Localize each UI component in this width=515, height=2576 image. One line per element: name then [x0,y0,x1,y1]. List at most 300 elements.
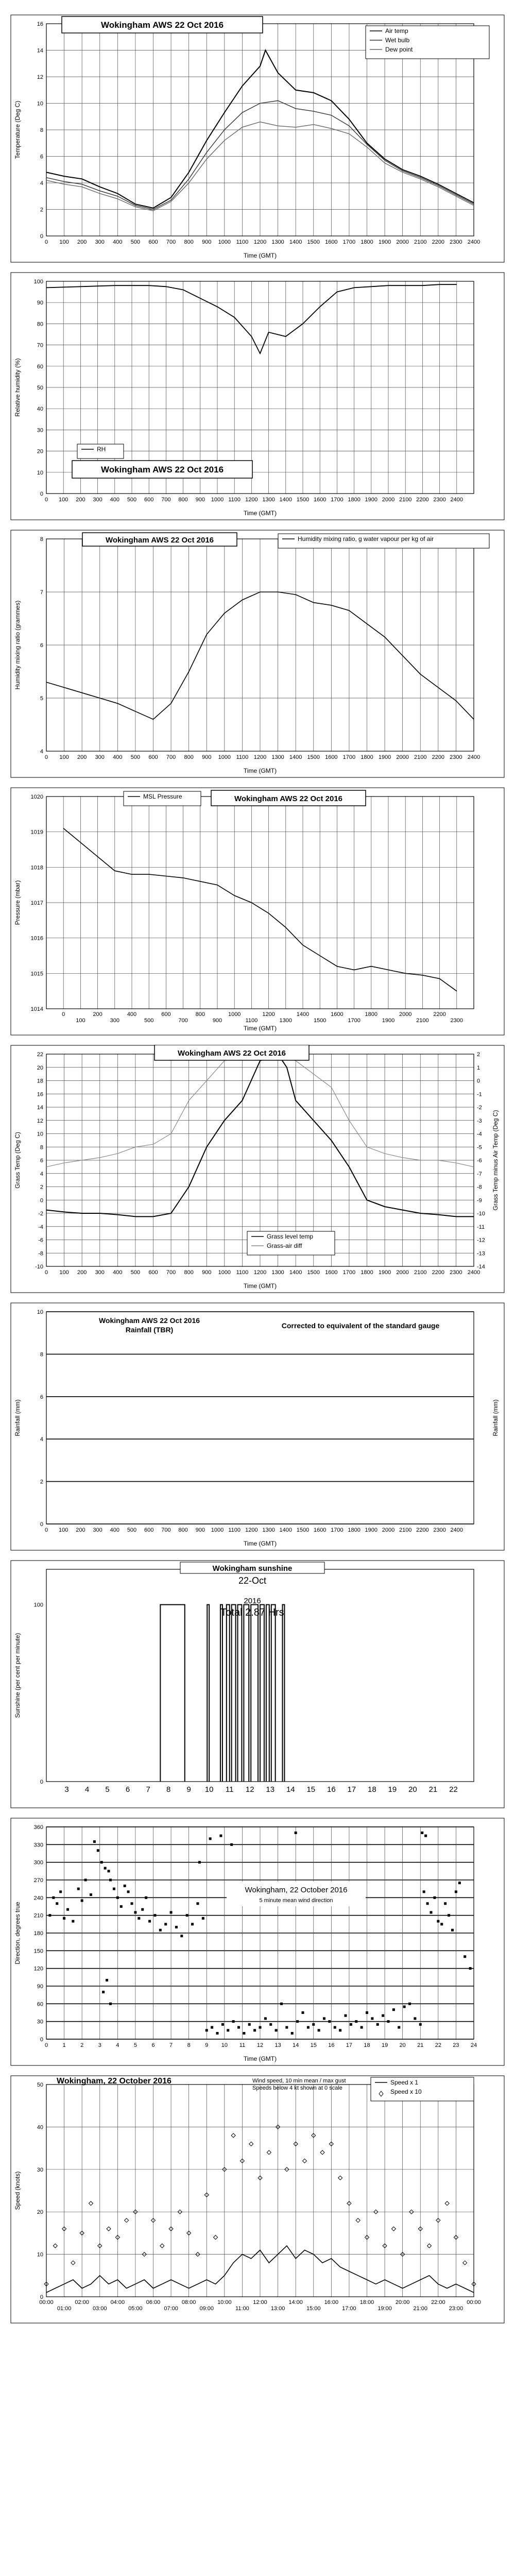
x-tick-label: 1300 [279,1018,293,1024]
x-tick-label: 05:00 [128,2306,143,2312]
scatter-point [159,1929,162,1931]
scatter-point [426,1902,429,1905]
y-tick-label: 2 [40,1184,43,1191]
x-tick-label: 400 [113,239,123,245]
x-tick-label: 03:00 [92,2306,107,2312]
x-tick-label: 1400 [289,1269,302,1276]
x-tick-label: 1600 [325,239,338,245]
scatter-point [205,2029,208,2031]
scatter-point [237,2026,240,2029]
legend-label: RH [97,446,106,453]
y-tick-label: 1017 [30,900,43,906]
x-tick-label: 1400 [279,497,293,503]
x-tick-label: 08:00 [181,2299,196,2306]
x-tick-label: 1400 [279,1527,293,1533]
chart-wind-speed-svg [10,2075,505,2324]
y-tick-label: 50 [37,385,43,391]
x-tick-label: 21 [417,2042,424,2048]
x-tick-label: 17 [347,1785,356,1794]
x-tick-label: 400 [127,1011,137,1018]
x-tick-label: 2300 [450,1018,464,1024]
x-tick-label: 300 [110,1018,119,1024]
y-tick-label: 8 [40,536,43,543]
scatter-point [100,1861,103,1863]
x-tick-label: 1200 [253,754,267,760]
scatter-point [134,1911,136,1913]
y-axis-label: Temperature (Deg C) [14,100,21,159]
x-tick-label: 19 [381,2042,388,2048]
x-tick-label: 200 [77,1269,87,1276]
x-tick-label: 21:00 [413,2306,428,2312]
x-tick-label: 200 [93,1011,102,1018]
scatter-point [387,2020,390,2023]
chart-annotation-total: Total 2.87 Hrs [220,1607,284,1618]
scatter-point [455,1890,457,1893]
scatter-point [124,1885,126,1887]
y-tick-label: 180 [33,1930,43,1937]
scatter-point [424,1835,427,1837]
y-tick-label: 7 [40,589,43,596]
x-tick-label: 14 [286,1785,295,1794]
x-tick-label: 5 [105,1785,110,1794]
x-tick-label: 1500 [307,1269,320,1276]
y-tick-label: 4 [40,180,43,187]
y-tick-label: 0 [40,1197,43,1204]
y-tick-label: 4 [40,1171,43,1177]
scatter-point [366,2011,368,2014]
scatter-point [243,2032,245,2035]
x-tick-label: 2000 [396,239,409,245]
x-tick-label: 10 [204,1785,214,1794]
y-tick-label: 30 [37,2166,43,2173]
x-tick-label: 1600 [313,497,327,503]
x-tick-label: 600 [148,1269,158,1276]
y-tick-label: 0 [40,233,43,240]
legend-label: Humidity mixing ratio, g water vapour per kg of air [298,535,434,543]
scatter-point [437,1920,439,1923]
scatter-point [414,2017,416,2020]
x-tick-label: 1200 [262,1011,275,1018]
scatter-point [307,2026,310,2029]
x-tick-label: 500 [127,497,137,503]
y2-tick-label: -6 [477,1158,482,1164]
y-tick-label: 60 [37,363,43,370]
y2-tick-label: -5 [477,1144,482,1151]
panel-border [11,1303,504,1550]
y-tick-label: 20 [37,448,43,455]
scatter-point [59,1890,62,1893]
legend-label: Air temp [385,27,408,35]
y-tick-label: 6 [40,642,43,649]
scatter-point [66,1908,69,1911]
x-tick-label: 14:00 [288,2299,303,2306]
x-tick-label: 2300 [450,754,462,760]
x-tick-label: 1800 [348,497,360,503]
scatter-point [230,1843,233,1846]
y-axis-label: Relative humidity (%) [14,358,21,417]
scatter-point [448,1914,450,1917]
legend-label: Speed x 10 [390,2088,422,2095]
x-tick-label: 100 [59,497,68,503]
y-axis-label: Rainfall (mm) [14,1399,21,1436]
x-tick-label: 900 [202,1269,212,1276]
scatter-point [295,1832,297,1834]
x-tick-label: 100 [59,1269,69,1276]
scatter-point [216,2032,219,2035]
scatter-point [253,2029,256,2031]
y-tick-label: 16 [37,21,43,27]
scatter-point [423,1890,425,1893]
x-tick-label: 1900 [382,1018,395,1024]
chart-wind-direction-svg [10,1818,505,2066]
scatter-point [81,1900,83,1902]
x-tick-label: 11 [239,2042,246,2048]
x-tick-label: 1300 [271,239,284,245]
x-tick-label: 15 [310,2042,317,2048]
y-tick-label: 60 [37,2001,43,2008]
x-tick-label: 23 [453,2042,459,2048]
y-tick-label: -10 [35,1264,43,1270]
scatter-point [232,2020,235,2023]
x-tick-label: 0 [44,1527,48,1533]
x-tick-label: 1800 [360,754,373,760]
chart-annotation: Corrected to equivalent of the standard gauge [281,1321,440,1330]
chart-annotation-year: 2016 [244,1597,261,1605]
x-tick-label: 1300 [271,1269,284,1276]
chart-subtitle-1: Wind speed, 10 min mean / max gust [252,2078,346,2084]
scatter-point [440,1923,443,1925]
y-tick-label: -2 [38,1211,43,1217]
y-tick-label: 1020 [30,794,43,800]
scatter-point [106,1979,108,1981]
y-tick-label: 2 [40,207,43,213]
x-tick-label: 17 [346,2042,353,2048]
y2-tick-label: -4 [477,1131,482,1138]
x-axis-label: Time (GMT) [243,1282,277,1290]
x-tick-label: 1500 [296,1527,310,1533]
x-tick-label: 600 [144,1527,154,1533]
x-tick-label: 500 [130,239,141,245]
x-axis-label: Time (GMT) [243,2055,277,2062]
x-tick-label: 300 [93,1527,102,1533]
x-tick-label: 6 [125,1785,130,1794]
x-tick-label: 700 [161,497,171,503]
scatter-point [469,1967,472,1970]
x-tick-label: 1400 [296,1011,310,1018]
scatter-point [345,2014,347,2017]
x-tick-label: 23:00 [449,2306,464,2312]
x-tick-label: 1900 [378,239,391,245]
x-tick-label: 2200 [432,1269,445,1276]
x-tick-label: 700 [166,754,176,760]
x-tick-label: 2100 [416,1018,429,1024]
y2-tick-label: -10 [477,1211,485,1217]
y-tick-label: 8 [40,1144,43,1151]
x-tick-label: 24 [470,2042,477,2048]
scatter-point [355,2020,357,2023]
x-tick-label: 09:00 [199,2306,214,2312]
x-tick-label: 1500 [296,497,310,503]
y2-tick-label: -1 [477,1091,482,1098]
x-tick-label: 19 [388,1785,397,1794]
y2-tick-label: 1 [477,1064,480,1071]
y2-tick-label: -11 [477,1224,485,1230]
scatter-point [398,2026,400,2029]
scatter-point [408,2003,411,2005]
scatter-point [56,1902,58,1905]
chart-pressure-svg [10,787,505,1036]
y-tick-label: 8 [40,127,43,133]
x-tick-label: 13:00 [270,2306,285,2312]
x-tick-label: 1800 [360,1269,373,1276]
x-tick-label: 1600 [325,1269,338,1276]
y2-tick-label: -2 [477,1105,482,1111]
x-tick-label: 1500 [307,239,320,245]
x-tick-label: 200 [77,754,87,760]
x-tick-label: 1600 [313,1527,327,1533]
x-tick-label: 5 [133,2042,137,2048]
y-tick-label: 10 [37,1131,43,1138]
scatter-point [102,1991,105,1993]
y2-tick-label: -13 [477,1250,485,1257]
y-tick-label: 22 [37,1052,43,1058]
chart-title: Wokingham, 22 October 2016 [57,2077,171,2086]
scatter-point [52,1896,55,1899]
y2-tick-label: -7 [477,1171,482,1177]
scatter-point [444,1902,447,1905]
scatter-point [392,2008,395,2011]
x-tick-label: 1900 [365,1527,378,1533]
x-tick-label: 1100 [245,1018,258,1024]
chart-rainfall-svg [10,1302,505,1551]
panel-border [11,1818,504,2065]
scatter-point [360,2026,363,2029]
scatter-point [116,1896,119,1899]
y-tick-label: 50 [37,2082,43,2088]
y2-tick-label: -9 [477,1197,482,1204]
scatter-point [198,1861,201,1863]
x-tick-label: 1200 [253,239,267,245]
scatter-point [84,1879,87,1882]
y-tick-label: 0 [40,1779,43,1785]
x-tick-label: 2200 [432,239,445,245]
y2-axis-label: Grass Temp minus Air Temp (Deg C) [492,1110,499,1211]
x-tick-label: 15 [306,1785,316,1794]
y-tick-label: 0 [40,1521,43,1528]
y-tick-label: 150 [33,1948,43,1955]
x-tick-label: 0 [44,2042,48,2048]
x-tick-label: 300 [93,497,102,503]
y-tick-label: 1019 [30,829,43,836]
x-tick-label: 2100 [414,1269,427,1276]
scatter-point [458,1882,461,1884]
x-tick-label: 1500 [313,1018,327,1024]
x-tick-label: 900 [212,1018,222,1024]
x-tick-label: 13 [266,1785,275,1794]
x-tick-label: 900 [195,1527,205,1533]
x-axis-label: Time (GMT) [243,1540,277,1547]
scatter-point [302,2011,304,2014]
x-tick-label: 06:00 [146,2299,161,2306]
x-tick-label: 600 [148,754,158,760]
scatter-point [97,1849,99,1852]
chart-title: Wokingham AWS 22 Oct 2016 [234,794,343,803]
x-tick-label: 1200 [245,1527,258,1533]
chart-title: Wokingham AWS 22 Oct 2016 [98,1316,200,1325]
y2-tick-label: -14 [477,1264,485,1270]
chart-wind-direction [10,1818,505,2066]
x-tick-label: 2100 [399,1527,412,1533]
x-tick-label: 1000 [211,1527,224,1533]
chart-pressure [10,787,505,1036]
y-tick-label: 4 [40,749,43,755]
y-tick-label: 100 [33,279,43,285]
scatter-point [72,1920,74,1923]
legend-label: Dew point [385,46,413,53]
y-tick-label: 40 [37,2124,43,2131]
chart-subtitle-2: Speeds below 4 kt shown at 0 scale [252,2085,342,2091]
chart-sunshine [10,1560,505,1808]
scatter-point [227,2029,229,2031]
legend-label: Grass level temp [267,1233,314,1240]
y-axis-label: Speed (knots) [14,2171,21,2210]
x-tick-label: 1300 [262,1527,275,1533]
x-tick-label: 0 [62,1011,65,1018]
scatter-point [275,2029,278,2031]
x-tick-label: 1800 [360,239,373,245]
chart-title: Wokingham, 22 October 2016 [245,1886,348,1894]
x-tick-label: 2300 [433,1527,446,1533]
y-tick-label: -8 [38,1250,43,1257]
legend-label: Speed x 1 [390,2079,419,2086]
chart-mixing-ratio [10,530,505,778]
scatter-point [196,1902,199,1905]
y2-tick-label: -3 [477,1117,482,1124]
x-tick-label: 2400 [467,1269,480,1276]
x-tick-label: 22 [449,1785,458,1794]
scatter-point [318,2029,320,2031]
scatter-point [153,1914,156,1917]
x-tick-label: 800 [178,497,188,503]
x-tick-label: 2400 [450,1527,464,1533]
scatter-point [339,2029,341,2031]
x-tick-label: 1700 [348,1018,360,1024]
x-tick-label: 16:00 [324,2299,339,2306]
x-tick-label: 07:00 [164,2306,178,2312]
scatter-point [371,2017,373,2020]
x-tick-label: 12:00 [253,2299,267,2306]
y2-tick-label: 0 [477,1078,480,1084]
legend-label: Grass-air diff [267,1242,302,1249]
x-tick-label: 1800 [348,1527,360,1533]
chart-title: Wokingham AWS 22 Oct 2016 [100,465,224,474]
x-tick-label: 1400 [289,239,302,245]
x-tick-label: 400 [113,1269,123,1276]
chart-subtitle: 5 minute mean wind direction [259,1897,333,1904]
x-tick-label: 900 [202,239,212,245]
x-tick-label: 100 [76,1018,85,1024]
x-tick-label: 900 [202,754,212,760]
chart-grass-temp [10,1045,505,1293]
y-axis-label: Pressure (mbar) [14,880,21,925]
x-tick-label: 13 [274,2042,281,2048]
x-tick-label: 18 [364,2042,370,2048]
x-axis-label: Time (GMT) [243,767,277,774]
x-tick-label: 1800 [365,1011,378,1018]
x-tick-label: 400 [110,497,119,503]
chart-temperature-svg [10,14,505,263]
x-tick-label: 1100 [228,1527,241,1533]
x-tick-label: 1000 [218,239,231,245]
x-tick-label: 20:00 [395,2299,410,2306]
x-tick-label: 600 [161,1011,171,1018]
x-tick-label: 2200 [432,754,445,760]
x-tick-label: 500 [127,1527,137,1533]
x-tick-label: 00:00 [467,2299,481,2306]
y-tick-label: 300 [33,1859,43,1866]
x-tick-label: 400 [110,1527,119,1533]
chart-title: Wokingham AWS 22 Oct 2016 [177,1049,286,1058]
scatter-point [296,2020,299,2023]
scatter-point [148,1920,151,1923]
x-tick-label: 17:00 [342,2306,356,2312]
y-tick-label: 330 [33,1842,43,1849]
scatter-point [63,1917,65,1920]
y-tick-label: 0 [40,491,43,497]
y-tick-label: 6 [40,154,43,160]
x-tick-label: 12 [256,2042,264,2048]
x-tick-label: 04:00 [110,2299,125,2306]
x-tick-label: 7 [169,2042,173,2048]
x-tick-label: 21 [428,1785,438,1794]
x-tick-label: 200 [76,497,85,503]
legend-label: MSL Pressure [143,793,182,800]
x-tick-label: 800 [184,1269,194,1276]
y-tick-label: 18 [37,1078,43,1084]
x-tick-label: 22 [435,2042,441,2048]
x-tick-label: 4 [84,1785,90,1794]
x-tick-label: 700 [178,1018,188,1024]
y-tick-label: 6 [40,1158,43,1164]
x-tick-label: 1700 [342,239,356,245]
x-tick-label: 16 [328,2042,335,2048]
x-tick-label: 200 [77,239,87,245]
panel-border [11,1045,504,1293]
x-tick-label: 1900 [365,497,378,503]
x-tick-label: 01:00 [57,2306,72,2312]
x-tick-label: 1700 [342,1269,356,1276]
scatter-point [145,1896,147,1899]
x-tick-label: 1700 [331,1527,344,1533]
scatter-point [104,1867,107,1870]
x-axis-label: Time (GMT) [243,1025,277,1032]
x-tick-label: 20 [408,1785,417,1794]
x-tick-label: 18 [368,1785,376,1794]
legend-label: Wet bulb [385,37,410,44]
x-tick-label: 2300 [450,1269,462,1276]
scatter-point [131,1902,133,1905]
scatter-point [120,1905,123,1908]
y-tick-label: 8 [40,1351,43,1358]
y-tick-label: 360 [33,1824,43,1831]
y-tick-label: 1014 [30,1006,43,1012]
scatter-point [202,1917,204,1920]
y2-tick-label: -12 [477,1237,485,1244]
x-tick-label: 1200 [245,497,258,503]
x-tick-label: 100 [59,239,69,245]
x-tick-label: 700 [166,239,176,245]
scatter-point [141,1908,144,1911]
